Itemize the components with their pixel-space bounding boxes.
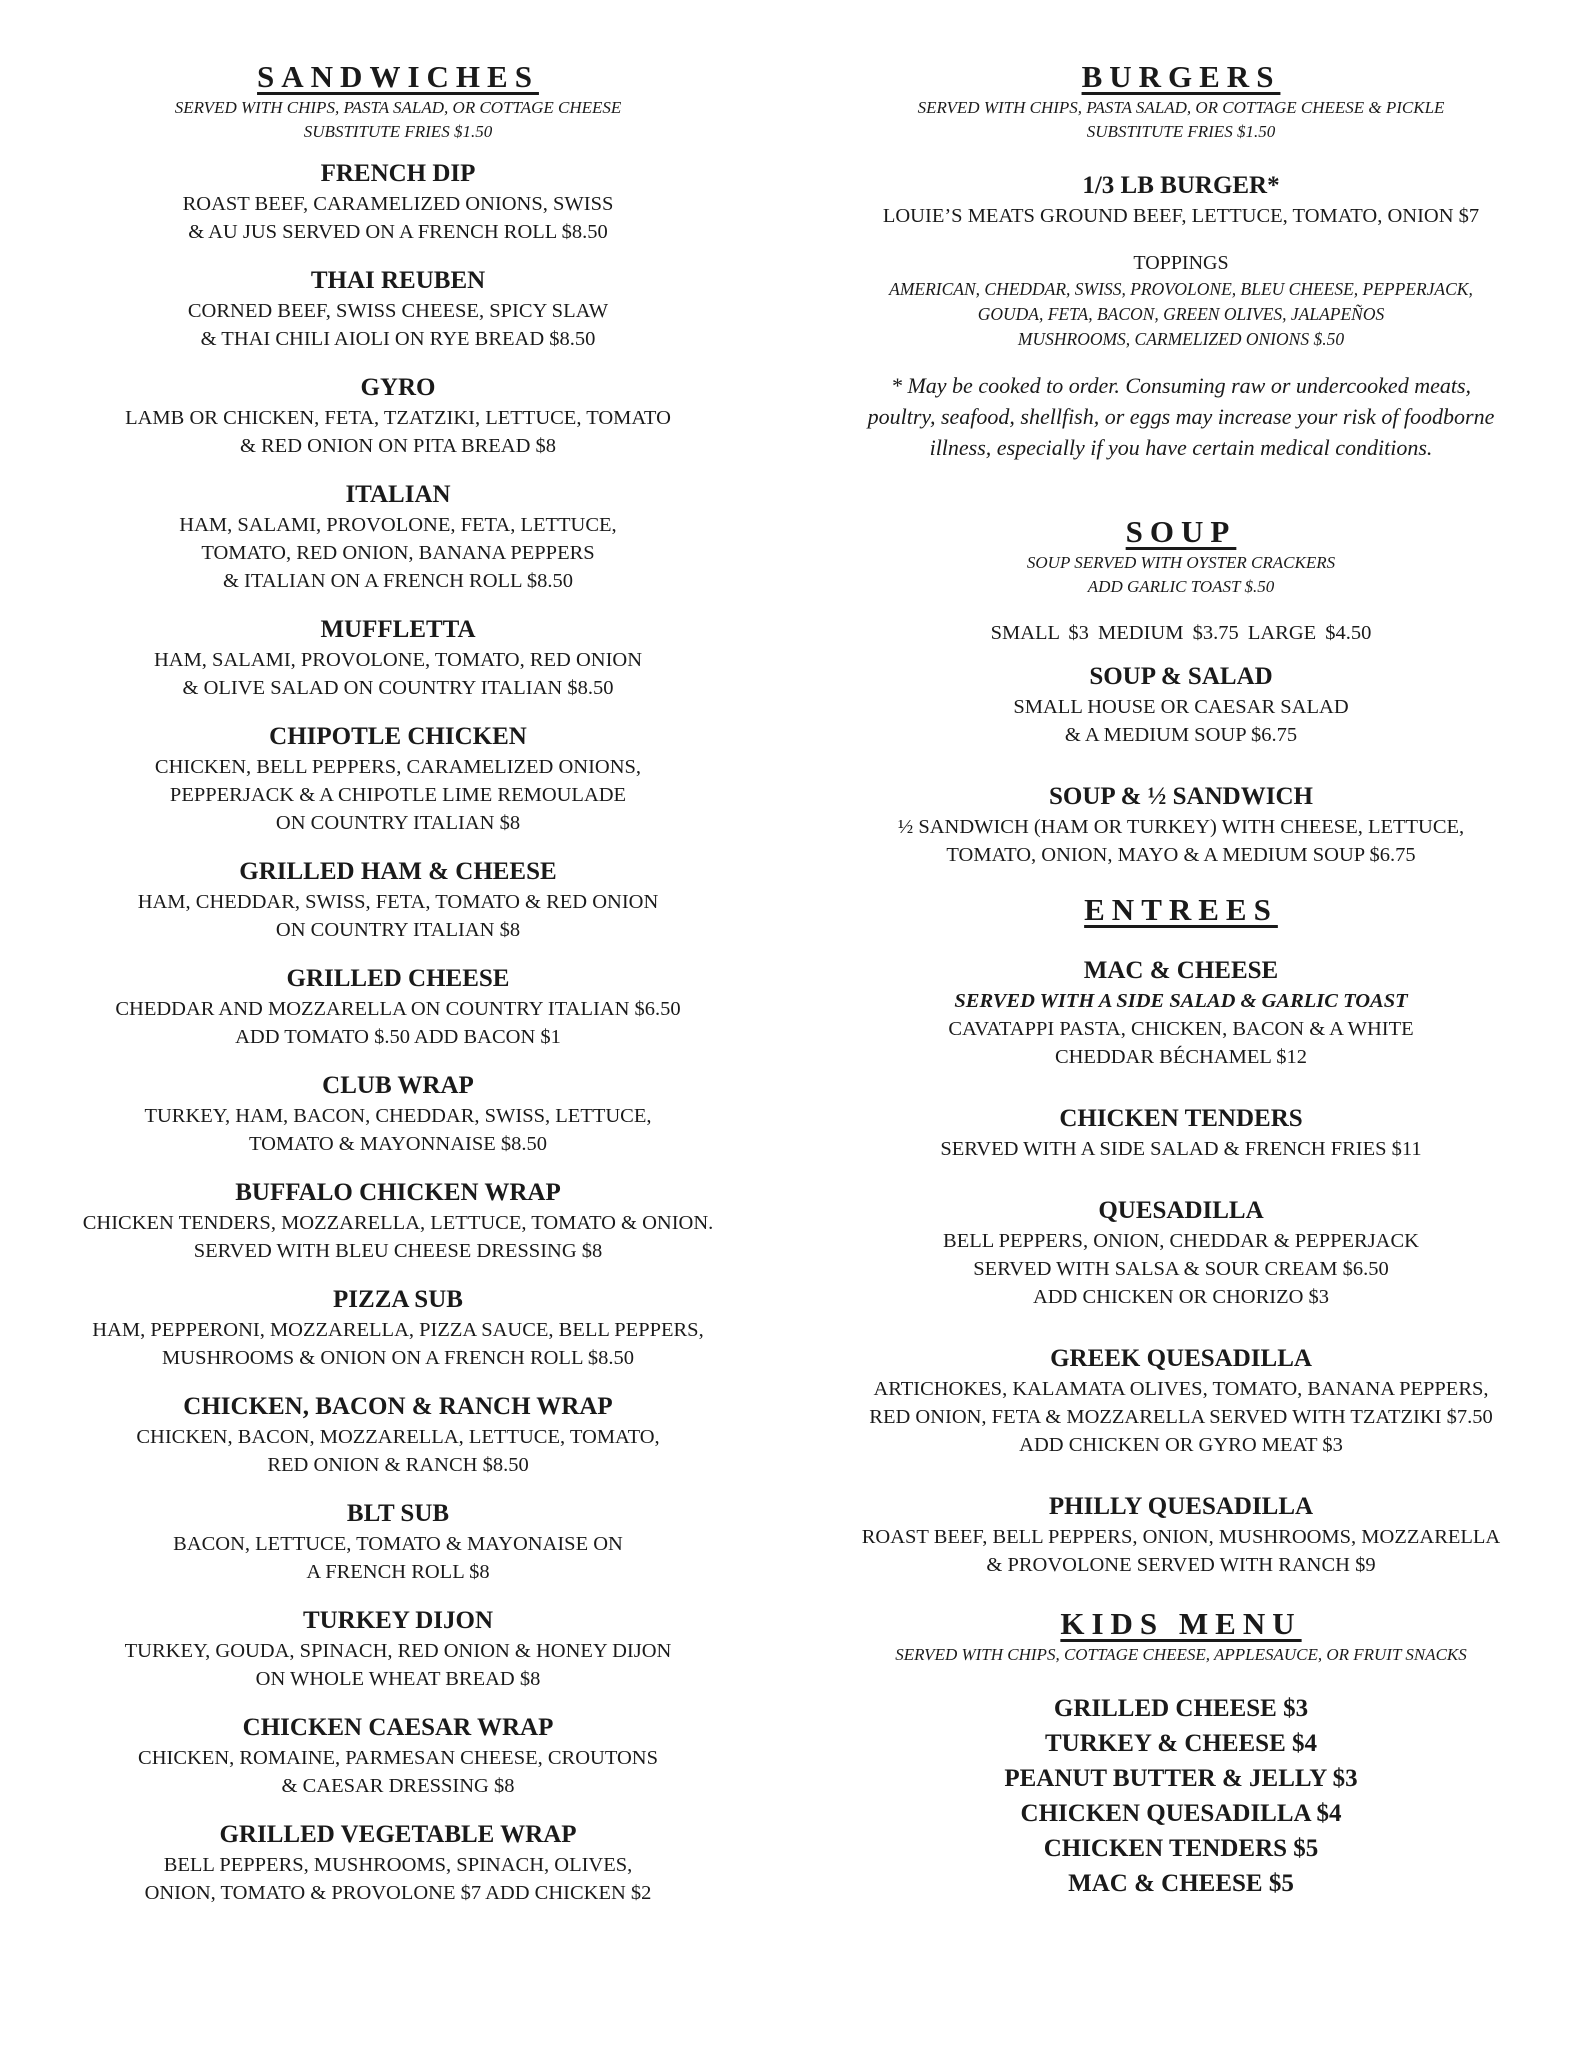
item-description: LOUIE’S MEATS GROUND BEEF, LETTUCE, TOMATO, ONION $7 [882, 205, 1480, 227]
item-name: MUFFLETTA [320, 616, 476, 643]
item-description: ON WHOLE WHEAT BREAD $8 [255, 1668, 541, 1690]
item-description: & THAI CHILI AIOLI ON RYE BREAD $8.50 [200, 328, 596, 350]
menu-item [42, 1819, 754, 1907]
menu-item [42, 614, 754, 702]
toppings-line: GOUDA, FETA, BACON, GREEN OLIVES, JALAPEÑOS [977, 304, 1385, 324]
burgers-heading: BURGERS [1081, 59, 1281, 94]
item-description: BACON, LETTUCE, TOMATO & MAYONAISE ON [173, 1533, 623, 1555]
item-description: ADD CHICKEN OR GYRO MEAT $3 [1019, 1434, 1343, 1456]
menu-item [42, 158, 754, 246]
item-description: HAM, SALAMI, PROVOLONE, FETA, LETTUCE, [179, 514, 617, 536]
item-name: GRILLED HAM & CHEESE [239, 858, 557, 885]
toppings-line: MUSHROOMS, CARMELIZED ONIONS $.50 [1017, 329, 1345, 349]
sandwiches-note: SERVED WITH CHIPS, PASTA SALAD, OR COTTAGE CHEESE [174, 98, 622, 117]
item-name: PHILLY QUESADILLA [1048, 1493, 1314, 1520]
menu-item [826, 781, 1536, 869]
menu-item [42, 1712, 754, 1800]
item-description: CAVATAPPI PASTA, CHICKEN, BACON & A WHITE [948, 1018, 1414, 1040]
sandwiches-substitute-note: SUBSTITUTE FRIES $1.50 [303, 122, 493, 141]
menu-item [42, 1498, 754, 1586]
item-description: SERVED WITH A SIDE SALAD & FRENCH FRIES $11 [940, 1138, 1422, 1160]
item-description: ARTICHOKES, KALAMATA OLIVES, TOMATO, BANANA PEPPERS, [873, 1378, 1489, 1400]
item-description: ON COUNTRY ITALIAN $8 [275, 812, 521, 834]
item-description: SERVED WITH SALSA & SOUR CREAM $6.50 [973, 1258, 1389, 1280]
item-description: ON COUNTRY ITALIAN $8 [275, 919, 521, 941]
item-description: HAM, PEPPERONI, MOZZARELLA, PIZZA SAUCE, BELL PEPPERS, [92, 1319, 704, 1341]
item-description: BELL PEPPERS, MUSHROOMS, SPINACH, OLIVES, [163, 1854, 633, 1876]
item-description: & CAESAR DRESSING $8 [281, 1775, 515, 1797]
burgers-note: SERVED WITH CHIPS, PASTA SALAD, OR COTTAGE CHEESE & PICKLE [917, 98, 1445, 117]
item-name: CHIPOTLE CHICKEN [269, 723, 527, 750]
item-description: TURKEY, HAM, BACON, CHEDDAR, SWISS, LETTUCE, [144, 1105, 652, 1127]
kids-menu-item: CHICKEN TENDERS $5 [1043, 1835, 1319, 1862]
item-description: HAM, CHEDDAR, SWISS, FETA, TOMATO & RED ONION [137, 891, 659, 913]
item-name: GRILLED CHEESE [286, 965, 510, 992]
item-description: ONION, TOMATO & PROVOLONE $7 ADD CHICKEN $2 [144, 1882, 652, 1904]
kids-menu-item: TURKEY & CHEESE $4 [1044, 1730, 1318, 1757]
soup-garlic-toast-note: ADD GARLIC TOAST $.50 [1087, 577, 1275, 596]
item-description: BELL PEPPERS, ONION, CHEDDAR & PEPPERJACK [943, 1230, 1419, 1252]
entree-list [826, 1103, 1536, 1579]
item-description: PEPPERJACK & A CHIPOTLE LIME REMOULADE [169, 784, 627, 806]
item-description: & PROVOLONE SERVED WITH RANCH $9 [986, 1554, 1376, 1576]
kids-menu-heading: KIDS MENU [1060, 1606, 1302, 1641]
menu-item [42, 1605, 754, 1693]
item-description: MUSHROOMS & ONION ON A FRENCH ROLL $8.50 [162, 1347, 634, 1369]
kids-menu-item: MAC & CHEESE $5 [1068, 1870, 1294, 1897]
disclaimer-line: * May be cooked to order. Consuming raw or undercooked meats, [890, 373, 1472, 398]
item-description: ROAST BEEF, BELL PEPPERS, ONION, MUSHROOMS, MOZZARELLA [861, 1526, 1501, 1548]
item-description: ROAST BEEF, CARAMELIZED ONIONS, SWISS [182, 193, 614, 215]
item-name: QUESADILLA [1098, 1197, 1264, 1224]
soup-sizes: SMALL $3 MEDIUM $3.75 LARGE $4.50 [990, 622, 1372, 644]
menu-item [826, 1103, 1536, 1163]
item-description: CHEDDAR BÉCHAMEL $12 [1054, 1046, 1308, 1068]
soup-heading: SOUP [1125, 514, 1237, 549]
menu-item [42, 721, 754, 837]
item-description: & RED ONION ON PITA BREAD $8 [239, 435, 557, 457]
item-name: PIZZA SUB [333, 1286, 463, 1313]
menu-item [42, 1284, 754, 1372]
menu-item [826, 661, 1536, 749]
item-name: CLUB WRAP [322, 1072, 474, 1099]
disclaimer-line: illness, especially if you have certain medical conditions. [929, 435, 1433, 460]
item-description: & AU JUS SERVED ON A FRENCH ROLL $8.50 [188, 221, 608, 243]
item-description: CHICKEN TENDERS, MOZZARELLA, LETTUCE, TOMATO & ONION. [82, 1212, 714, 1234]
menu-item [42, 1177, 754, 1265]
burgers-substitute-note: SUBSTITUTE FRIES $1.50 [1086, 122, 1276, 141]
item-name: GREEK QUESADILLA [1050, 1345, 1312, 1372]
entrees-heading: ENTREES [1084, 892, 1278, 927]
menu-item [42, 265, 754, 353]
item-description: ½ SANDWICH (HAM OR TURKEY) WITH CHEESE, LETTUCE, [897, 816, 1465, 838]
menu-item [42, 963, 754, 1051]
disclaimer-line: poultry, seafood, shellfish, or eggs may increase your risk of foodborne [867, 404, 1495, 429]
menu-item-mac-cheese [826, 955, 1536, 1071]
menu-item [826, 1195, 1536, 1311]
food-safety-disclaimer [826, 370, 1536, 463]
item-description: A FRENCH ROLL $8 [306, 1561, 490, 1583]
item-description: TOMATO, RED ONION, BANANA PEPPERS [201, 542, 595, 564]
item-name: FRENCH DIP [320, 160, 476, 187]
kids-menu-item: PEANUT BUTTER & JELLY $3 [1004, 1765, 1358, 1792]
kids-menu-item: CHICKEN QUESADILLA $4 [1020, 1800, 1342, 1827]
item-description: & OLIVE SALAD ON COUNTRY ITALIAN $8.50 [182, 677, 614, 699]
item-description: SERVED WITH BLEU CHEESE DRESSING $8 [193, 1240, 603, 1262]
right-column [826, 58, 1536, 1901]
item-name: 1/3 LB BURGER* [1082, 172, 1280, 199]
kids-menu-note: SERVED WITH CHIPS, COTTAGE CHEESE, APPLESAUCE, OR FRUIT SNACKS [895, 1645, 1467, 1664]
item-name: CHICKEN, BACON & RANCH WRAP [183, 1393, 613, 1420]
item-description: CORNED BEEF, SWISS CHEESE, SPICY SLAW [187, 300, 609, 322]
menu-item [826, 1491, 1536, 1579]
item-name: SOUP & ½ SANDWICH [1049, 783, 1313, 810]
item-description: TOMATO & MAYONNAISE $8.50 [248, 1133, 548, 1155]
menu-item-burger [826, 170, 1536, 230]
soup-list [826, 661, 1536, 869]
item-name: SOUP & SALAD [1089, 663, 1273, 690]
item-name: CHICKEN CAESAR WRAP [242, 1714, 554, 1741]
item-description: TOMATO, ONION, MAYO & A MEDIUM SOUP $6.75 [946, 844, 1416, 866]
item-name: BLT SUB [346, 1500, 450, 1527]
menu-item [42, 1070, 754, 1158]
item-description: HAM, SALAMI, PROVOLONE, TOMATO, RED ONION [153, 649, 643, 671]
menu-item [42, 1391, 754, 1479]
menu-item [826, 1343, 1536, 1459]
item-name: GYRO [360, 374, 436, 401]
item-subtitle: SERVED WITH A SIDE SALAD & GARLIC TOAST [954, 990, 1408, 1012]
item-description: & ITALIAN ON A FRENCH ROLL $8.50 [222, 570, 574, 592]
item-description: RED ONION & RANCH $8.50 [267, 1454, 529, 1476]
toppings-label: TOPPINGS [1133, 252, 1229, 274]
menu-item [42, 372, 754, 460]
item-description: ADD TOMATO $.50 ADD BACON $1 [235, 1026, 561, 1048]
item-description: CHICKEN, ROMAINE, PARMESAN CHEESE, CROUTONS [138, 1747, 658, 1769]
sandwich-list [42, 158, 754, 1907]
item-description: & A MEDIUM SOUP $6.75 [1064, 724, 1298, 746]
item-name: GRILLED VEGETABLE WRAP [219, 1821, 577, 1848]
kids-menu-item: GRILLED CHEESE $3 [1053, 1695, 1309, 1722]
kids-menu-list [826, 1691, 1536, 1901]
item-name: TURKEY DIJON [302, 1607, 494, 1634]
item-name: CHICKEN TENDERS [1059, 1105, 1303, 1132]
sandwiches-column [42, 58, 754, 1907]
item-name: THAI REUBEN [310, 267, 486, 294]
item-description: RED ONION, FETA & MOZZARELLA SERVED WITH TZATZIKI $7.50 [869, 1406, 1493, 1428]
item-name: MAC & CHEESE [1083, 957, 1279, 984]
item-name: ITALIAN [345, 481, 451, 508]
soup-note: SOUP SERVED WITH OYSTER CRACKERS [1026, 553, 1336, 572]
item-description: LAMB OR CHICKEN, FETA, TZATZIKI, LETTUCE, TOMATO [125, 407, 671, 429]
item-description: CHICKEN, BELL PEPPERS, CARAMELIZED ONIONS, [154, 756, 642, 778]
sandwiches-heading: SANDWICHES [257, 59, 539, 94]
toppings-line: AMERICAN, CHEDDAR, SWISS, PROVOLONE, BLEU CHEESE, PEPPERJACK, [889, 279, 1473, 299]
item-description: ADD CHICKEN OR CHORIZO $3 [1032, 1286, 1330, 1308]
menu-item [42, 856, 754, 944]
item-description: TURKEY, GOUDA, SPINACH, RED ONION & HONEY DIJON [124, 1640, 672, 1662]
item-description: CHICKEN, BACON, MOZZARELLA, LETTUCE, TOMATO, [136, 1426, 660, 1448]
item-description: SMALL HOUSE OR CAESAR SALAD [1013, 696, 1349, 718]
item-name: BUFFALO CHICKEN WRAP [235, 1179, 561, 1206]
item-description: CHEDDAR AND MOZZARELLA ON COUNTRY ITALIAN $6.50 [115, 998, 681, 1020]
menu-item [42, 479, 754, 595]
